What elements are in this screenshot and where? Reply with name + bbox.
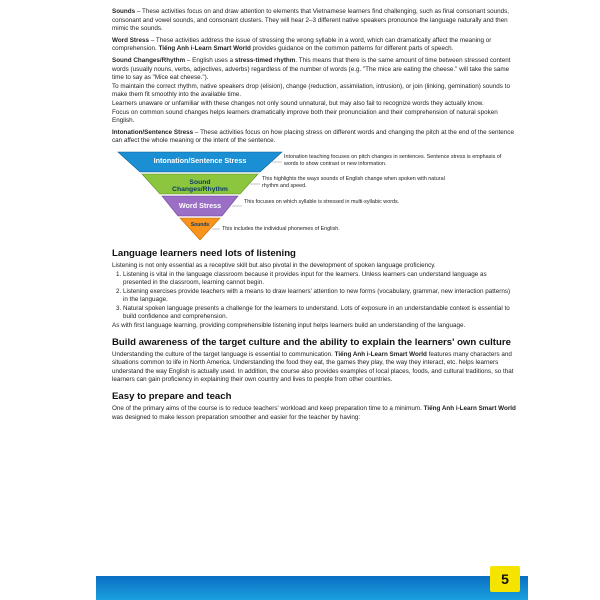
pyramid-note-sounds: This includes the individual phonemes of English. [222,225,340,232]
rhythm-line-3: Learners unaware or unfamiliar with these changes not only sound unnatural, but may also fail to recognize words they actually know. [112,99,484,107]
pronunciation-pyramid [112,150,516,242]
listening-heading: Language learners need lots of listening [112,247,296,259]
listening-list [112,271,516,323]
pyramid-label-rhythm: Sound Changes/Rhythm [172,178,228,193]
rhythm-line-4: Focus on common sound changes helps learners dramatically improve both their pronunciation and their comprehension of natural spoken English. [112,108,498,125]
pyramid-note-rhythm: This highlights the ways sounds of English change when spoken with natural rhythm and speed. [262,175,445,189]
word-stress-paragraph [112,37,516,54]
page-content [112,8,516,422]
intonation-text: – These activities focus on how placing stress on different words and changing the pitch at the end of the sentence can affect the whole meaning or the intent of the sentence. [112,128,514,145]
easy-text-end: was designed to make lesson preparation smoother and easier for the teacher by having: [112,413,361,421]
word-stress-text: – These activities address the issue of stressing the wrong syllable in a word, which can dramatically affect the meaning or comprehension. [112,36,492,53]
culture-heading: Build awareness of the target culture and the ability to explain the learners' own culture [112,336,511,348]
pyramid-note-intonation: Intonation teaching focuses on pitch changes in sentences. Sentence stress is emphasis of words to show contrast or new information. [284,153,502,167]
easy-heading: Easy to prepare and teach [112,391,232,403]
sounds-term: Sounds [112,8,136,15]
brand-name: Tiếng Anh i-Learn Smart World [158,45,251,53]
brand-name: Tiếng Anh i-Learn Smart World [334,350,427,358]
intonation-paragraph [112,129,516,146]
listening-outro: As with first language learning, providing comprehensible listening input helps learners build an understanding of the language. [112,322,466,330]
rhythm-line-2: To maintain the correct rhythm, native speakers drop (elision), change (reduction, assimilation, intrusion), or join (linking, gemination) sounds to make them fit smoothly into the available time. [112,82,510,99]
sounds-text: – These activities focus on and draw attention to elements that Vietnamese learners find challenging, such as final consonant sounds, consonant and vowel sounds, and consonant clusters. They will hear 2–3 different native speakers pronounce the language naturally and then mimic the sounds. [112,8,510,33]
word-stress-text-end: provides guidance on the common patterns for different parts of speech. [250,45,454,53]
pyramid-label-word-stress: Word Stress [178,200,222,210]
list-item: 2. Listening exercises provide teachers with a means to draw learners' attention to new forms (vocabulary, grammar, new interaction patterns) in the language. [123,288,516,305]
footer-band [96,576,528,600]
rhythm-paragraph [112,57,516,83]
rhythm-term: Sound Changes/Rhythm [112,56,186,64]
pyramid-note-word-stress: This focuses on which syllable is stressed in multi-syllabic words. [244,198,400,205]
pyramid-label-intonation: Intonation/Sentence Stress [153,155,247,165]
listening-intro: Listening is not only essential as a receptive skill but also pivotal in the development of spoken language proficiency. [112,261,436,269]
brand-name: Tiếng Anh i-Learn Smart World [423,405,516,413]
rhythm-text: – English uses a [185,56,235,64]
easy-paragraph [112,405,516,422]
culture-text: Understanding the culture of the target language is essential to communication. [112,350,335,358]
list-item: 3. Natural spoken language presents a challenge for the learners to understand. Lots of exposure in an understandable context is essential to build confidence and comprehension. [123,305,516,322]
rhythm-text-end: . This means that there is the same amount of time between stressed content words (usually nouns, verbs, adjectives, adverbs) regardless of the number of words (e.g. "The mice are eating the cheese." will take the same time to say as "Mice eat cheese."). [112,56,511,82]
sounds-paragraph [112,8,516,34]
intonation-term: Intonation/Sentence Stress [112,128,194,136]
page-number-badge: 5 [490,566,520,592]
culture-paragraph [112,351,516,385]
pyramid-label-sounds: Sounds [190,221,210,228]
easy-text: One of the primary aims of the course is to reduce teachers' workload and keep preparation time to a minimum. [112,405,424,413]
culture-text-end: features many characters and situations common to life in North America. Understanding the food they eat, the games they play, the way they interact, etc. helps learners understand the way English is actually used. In addition, the course also provides examples of local places, foods, and cultural traditions, so that learners can gain proficiency in explaining their own country and lives to people from other countries. [112,350,514,384]
word-stress-term: Word Stress [112,36,149,44]
list-item: 1. Listening is vital in the language classroom because it provides input for the learners. Unless learners can understand language as presented in the classroom, learning cannot begin. [123,271,516,288]
rhythm-bold: stress-timed rhythm [234,56,296,64]
